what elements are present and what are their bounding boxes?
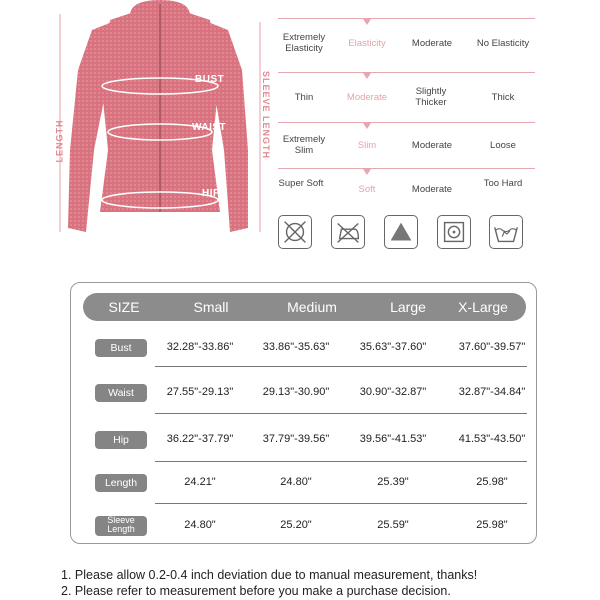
fit-option: Extremely Slim — [282, 134, 326, 156]
row-label-hip: Hip — [95, 431, 147, 449]
elasticity-option-selected: Elasticity — [348, 38, 386, 49]
fit-row — [273, 122, 535, 166]
softness-option: Super Soft — [278, 178, 324, 189]
header-x-large: X-Large — [458, 299, 508, 315]
note-refer-measurement: 2. Please refer to measurement before you make a purchase decision. — [61, 584, 451, 598]
fit-option-selected: Slim — [357, 140, 377, 151]
fit-option: Moderate — [411, 140, 453, 151]
table-cell: 32.87"-34.84" — [458, 386, 526, 398]
table-cell: 33.86"-35.63" — [262, 341, 330, 353]
softness-option: Moderate — [411, 184, 453, 195]
softness-option: Too Hard — [483, 178, 523, 189]
table-row — [71, 473, 538, 519]
softness-row — [273, 168, 535, 212]
fit-option: Loose — [490, 140, 516, 151]
table-cell: 27.55"-29.13" — [166, 386, 234, 398]
elasticity-row — [273, 18, 535, 62]
hip-label: HIP — [202, 188, 221, 199]
dry-clean-icon — [437, 215, 471, 249]
table-cell: 25.98" — [476, 519, 508, 531]
do-not-iron-icon — [331, 215, 365, 249]
table-cell: 29.13"-30.90" — [262, 386, 330, 398]
thickness-option-selected: Moderate — [346, 92, 388, 103]
hand-wash-icon — [489, 215, 523, 249]
do-not-bleach-icon — [384, 215, 418, 249]
table-cell: 25.20" — [280, 519, 312, 531]
sleeve-length-label: SLEEVE LENGTH — [261, 70, 272, 160]
elasticity-option: Moderate — [411, 38, 453, 49]
row-label-waist: Waist — [95, 384, 147, 402]
table-row — [71, 430, 538, 476]
table-cell: 30.90"-32.87" — [359, 386, 427, 398]
row-label-bust: Bust — [95, 339, 147, 357]
table-row — [71, 338, 538, 384]
thickness-option: Thin — [294, 92, 314, 103]
table-cell: 36.22"-37.79" — [166, 433, 234, 445]
header-size: SIZE — [108, 299, 140, 315]
length-label: LENGTH — [54, 119, 65, 163]
table-header — [83, 293, 526, 321]
size-chart-table — [70, 282, 537, 544]
do-not-tumble-dry-icon — [278, 215, 312, 249]
note-deviation: 1. Please allow 0.2-0.4 inch deviation due to manual measurement, thanks! — [61, 568, 478, 582]
table-cell: 32.28"-33.86" — [166, 341, 234, 353]
header-medium: Medium — [287, 299, 337, 315]
jacket-illustration — [50, 0, 270, 240]
table-cell: 37.60"-39.57" — [458, 341, 526, 353]
thickness-option: Thick — [491, 92, 515, 103]
row-label-sleeve-length: Sleeve Length — [95, 516, 147, 536]
header-small: Small — [193, 299, 229, 315]
table-cell: 35.63"-37.60" — [359, 341, 427, 353]
table-cell: 24.21" — [184, 476, 216, 488]
table-cell: 25.98" — [476, 476, 508, 488]
thickness-row — [273, 72, 535, 116]
elasticity-option: Extremely Elasticity — [282, 32, 326, 54]
softness-option-selected: Soft — [358, 184, 376, 195]
table-cell: 25.59" — [377, 519, 409, 531]
table-cell: 37.79"-39.56" — [262, 433, 330, 445]
table-cell: 24.80" — [280, 476, 312, 488]
fabric-properties — [273, 18, 535, 208]
table-row — [71, 383, 538, 429]
row-label-length: Length — [95, 474, 147, 492]
waist-label: WAIST — [192, 122, 227, 133]
header-large: Large — [390, 299, 426, 315]
elasticity-option: No Elasticity — [476, 38, 530, 49]
jacket-drawing — [50, 0, 270, 240]
table-row — [71, 516, 538, 562]
table-cell: 39.56"-41.53" — [359, 433, 427, 445]
table-cell: 25.39" — [377, 476, 409, 488]
table-cell: 24.80" — [184, 519, 216, 531]
thickness-option: Slightly Thicker — [415, 86, 447, 108]
table-cell: 41.53"-43.50" — [458, 433, 526, 445]
bust-label: BUST — [195, 74, 225, 85]
